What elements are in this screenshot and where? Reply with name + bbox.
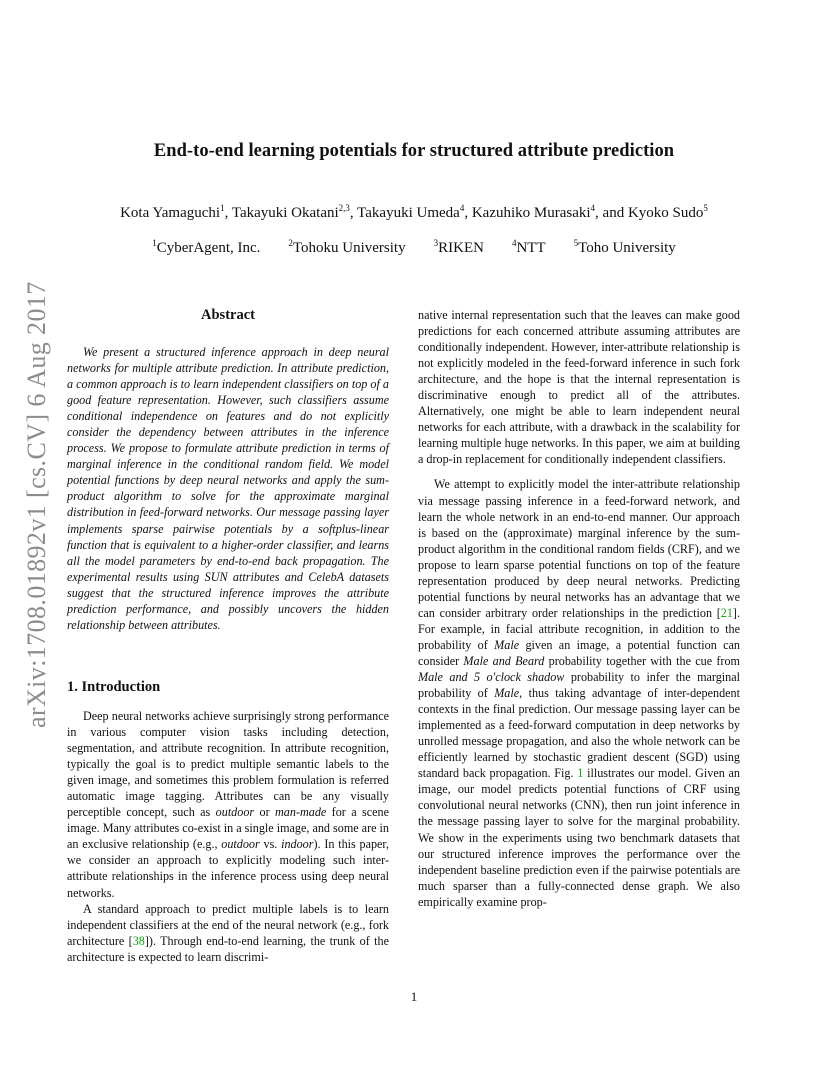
- affiliation-name: Tohoku University: [292, 240, 406, 256]
- intro-paragraph-1: Deep neural networks achieve surprisingly strong performance in various computer vision tasks including detection, segmentation, and attribute recognition. In attribute recognition, typically the goal is to predict multiple semantic labels to the given image, and sometimes this problem formulation is referred automatic image tagging. Attributes can be any visually perceptible concept, such as outdoor or man-made for a scene image. Many attributes co-exist in a single image, and some are in an exclusive relationship (e.g., outdoor vs. indoor). In this paper, we consider an approach to explicitly modeling such inter-attribute relationships in the inference process using deep neural networks.: [67, 709, 390, 900]
- affiliation-item: [434, 240, 484, 256]
- page-number: 1: [410, 989, 418, 1004]
- author-name: Takayuki Okatani: [231, 205, 339, 221]
- intro-paragraph-2: A standard approach to predict multiple labels is to learn independent classifiers at the end of the neural network (e.g., fork architecture [38]). Through end-to-end learning, the trunk of the architecture is expected to learn discrimi-: [67, 901, 390, 964]
- affiliation-name: NTT: [516, 240, 546, 256]
- paper-title: End-to-end learning potentials for structured attribute prediction: [153, 141, 675, 161]
- abstract-body: [67, 344, 389, 633]
- abstract-text: We present a structured inference approach in deep neural networks for multiple attribute prediction. In attribute prediction, a common approach is to learn independent classifiers on top of a good feature representation. However, such classifiers assume conditional independence on features and do not explicitly consider the dependency between attributes in the inference process. We propose to formulate attribute prediction in terms of marginal inference in the conditional random field. We model potential functions by deep neural networks and apply the sum-product algorithm to solve for the approximate marginal distribution in feed-forward networks. Our message passing layer implements sparse pairwise potentials by a softplus-linear function that is equivalent to a higher-order classifier, and learns all the model parameters by end-to-end back propagation. The experimental results using SUN attributes and CelebA datasets suggest that the structured inference improves the attribute prediction performance, and possibly uncovers the hidden relationship between attributes.: [67, 345, 389, 632]
- author-name: Takayuki Umeda: [357, 205, 460, 221]
- affiliation-mark: 1: [152, 238, 157, 248]
- author-separator: ,: [224, 205, 232, 221]
- affiliation-item: [512, 240, 546, 256]
- author-separator: , and: [595, 205, 628, 221]
- affiliation-item: [288, 240, 405, 256]
- affiliation-name: Toho University: [578, 240, 676, 256]
- affiliation-mark: 5: [573, 238, 579, 248]
- citation-link[interactable]: 21: [720, 605, 733, 620]
- author-affiliation-mark: 2,3: [338, 203, 350, 213]
- right-column-body: [418, 307, 740, 910]
- author-list: [0, 205, 828, 222]
- affiliation-mark: 2: [288, 238, 293, 248]
- author-affiliation-mark: 5: [703, 203, 708, 213]
- affiliation-item: [574, 240, 676, 256]
- author-affiliation-mark: 1: [220, 203, 225, 213]
- abstract-heading: Abstract: [201, 307, 255, 323]
- arxiv-side-stamp: arXiv:1708.01892v1 [cs.CV] 6 Aug 2017: [22, 281, 51, 728]
- author-name: Kota Yamaguchi: [120, 205, 221, 221]
- citation-link[interactable]: 38: [132, 933, 145, 948]
- affiliation-list: [0, 240, 828, 257]
- affiliation-name: RIKEN: [438, 240, 484, 256]
- affiliation-mark: 3: [433, 238, 439, 248]
- figure-link[interactable]: 1: [577, 766, 584, 781]
- affiliation-name: CyberAgent, Inc.: [156, 240, 261, 256]
- author-separator: ,: [464, 205, 472, 221]
- author-name: Kyoko Sudo: [627, 205, 704, 221]
- affiliation-item: [152, 240, 260, 256]
- author-separator: ,: [349, 205, 358, 221]
- author-affiliation-mark: 4: [590, 203, 596, 213]
- author-affiliation-mark: 4: [459, 203, 465, 213]
- right-paragraph-1: native internal representation such that the leaves can make good predictions for each concerned attribute assuming attributes are conditionally independent. However, inter-attribute relationship is not explicitly modeled in the feed-forward inference in such fork architecture, and the hope is that the internal representation is discriminative enough to predict all of the attributes. Alternatively, one might be able to learn independent neural networks for each attribute, with a drawback in the scalability for learning multiple huge networks. In this paper, we aim at building a drop-in replacement for conditionally independent classifiers.: [418, 308, 740, 467]
- author-name: Kazuhiko Murasaki: [471, 205, 591, 221]
- section-heading-introduction: 1. Introduction: [67, 679, 161, 695]
- affiliation-mark: 4: [511, 238, 517, 248]
- right-paragraph-2: We attempt to explicitly model the inter-attribute relationship via message passing inference in a feed-forward network, and learn the whole network in an end-to-end manner. Our approach is based on the (approximate) marginal inference by the sum-product algorithm in the conditional random fields (CRF), and we propose to learn sparse potential functions on top of the feature representation produced by deep neural networks. Predicting potential functions by neural networks has an advantage that we can consider arbitrary order relationships in the prediction [21]. For example, in facial attribute recognition, in addition to the probability of Male given an image, a potential function can consider Male and Beard probability together with the cue from Male and 5 o'clock shadow probability to infer the marginal probability of Male, thus taking advantage of inter-dependent contexts in the final prediction. Our message passing layer can be implemented as a feed-forward computation in deep networks by unrolled message propagation, and also the whole network can be efficiently learned by stochastic gradient descent (SGD) using standard back propagation. Fig. 1 illustrates our model. Given an image, our model predicts potential functions of CRF using convolutional neural networks (CNN), then run joint inference in the message passing layer to solve for the marginal probability. We show in the experiments using two benchmark datasets that our structured inference improves the performance over the independent baseline prediction even if the pairwise potentials are much sparser than a fully-connected dense graph. We also empirically examine prop-: [418, 477, 741, 909]
- introduction-body: [67, 708, 389, 965]
